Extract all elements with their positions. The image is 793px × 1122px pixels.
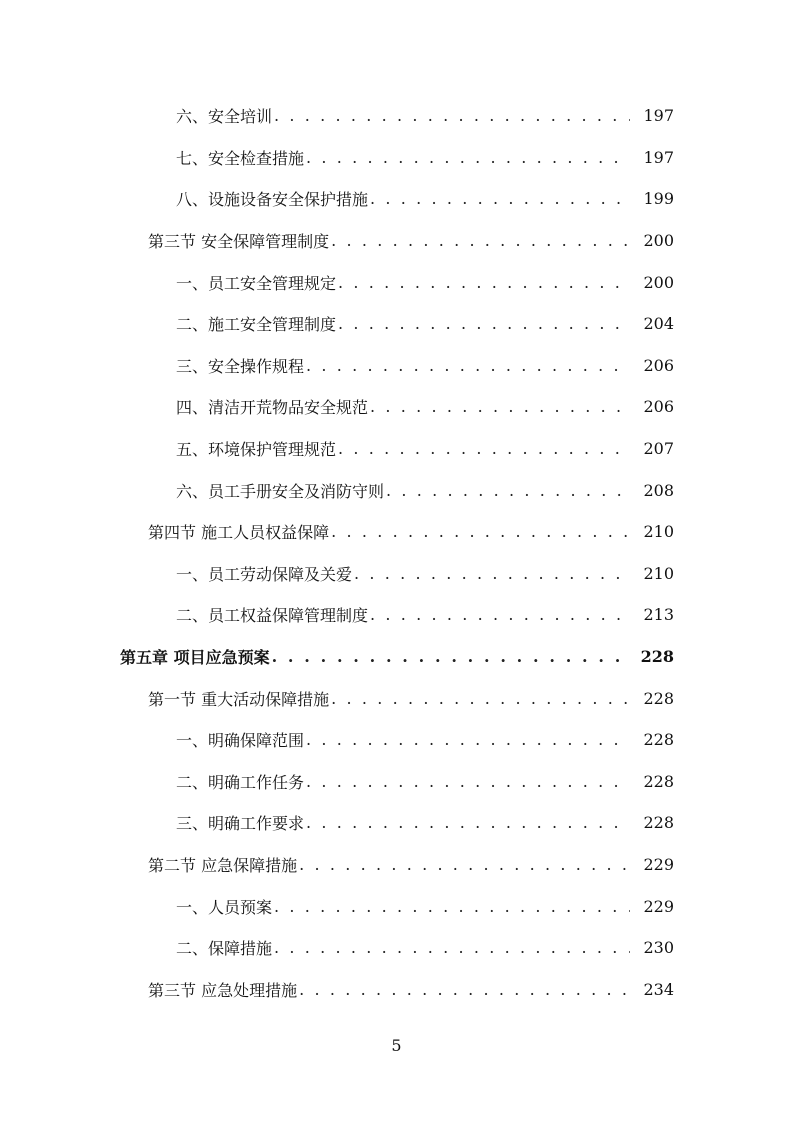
toc-entry-page: 208 <box>643 480 674 500</box>
toc-entry-label: 四、清洁开荒物品安全规范 <box>176 398 369 418</box>
toc-entry[interactable] <box>0 553 793 595</box>
toc-leader-dots <box>331 689 630 708</box>
toc-entry[interactable] <box>0 220 793 262</box>
toc-entry[interactable] <box>0 636 793 678</box>
toc-entry-label: 第五章 项目应急预案 <box>120 648 270 668</box>
toc-leader-dots <box>370 397 630 416</box>
toc-entry-page: 207 <box>643 439 674 459</box>
toc-entry-label: 第三节 应急处理措施 <box>148 980 298 1000</box>
toc-entry-page: 200 <box>643 272 674 292</box>
toc-entry[interactable] <box>0 761 793 803</box>
toc-entry-label: 三、安全操作规程 <box>176 356 305 376</box>
toc-leader-dots <box>306 148 630 167</box>
toc-entry-label: 七、安全检查措施 <box>176 148 305 168</box>
toc-entry[interactable] <box>0 594 793 636</box>
toc-entry-label: 一、员工安全管理规定 <box>176 273 337 293</box>
toc-entry[interactable] <box>0 802 793 844</box>
toc-leader-dots <box>272 647 630 666</box>
toc-entry-label: 六、安全培训 <box>176 107 273 127</box>
toc-entry-page: 234 <box>643 979 674 999</box>
toc-entry-label: 一、员工劳动保障及关爱 <box>176 564 353 584</box>
toc-entry-page: 197 <box>643 106 674 126</box>
toc-entry-page: 206 <box>643 397 674 417</box>
toc-leader-dots <box>274 897 630 916</box>
toc-entry-label: 第四节 施工人员权益保障 <box>148 523 330 543</box>
toc-entry[interactable] <box>0 137 793 179</box>
toc-leader-dots <box>306 356 630 375</box>
toc-entry-page: 204 <box>643 314 674 334</box>
toc-entry[interactable] <box>0 719 793 761</box>
toc-entry[interactable] <box>0 261 793 303</box>
toc-entry-label: 六、员工手册安全及消防守则 <box>176 481 385 501</box>
page-number: 5 <box>391 1036 402 1055</box>
toc-entry[interactable] <box>0 511 793 553</box>
toc-leader-dots <box>274 106 630 125</box>
toc-entry-label: 一、人员预案 <box>176 897 273 917</box>
toc-entry-page: 199 <box>643 189 674 209</box>
toc-entry[interactable] <box>0 95 793 137</box>
toc-leader-dots <box>299 980 630 999</box>
toc-entry-page: 210 <box>643 563 674 583</box>
toc-entry-page: 230 <box>643 938 674 958</box>
toc-entry-label: 二、施工安全管理制度 <box>176 315 337 335</box>
toc-entry[interactable] <box>0 178 793 220</box>
toc-leader-dots <box>370 189 630 208</box>
toc-entry-label: 八、设施设备安全保护措施 <box>176 190 369 210</box>
toc-entry-page: 210 <box>643 522 674 542</box>
toc-leader-dots <box>306 730 630 749</box>
toc-entry[interactable] <box>0 345 793 387</box>
toc-entry[interactable] <box>0 885 793 927</box>
toc-entry-page: 206 <box>643 355 674 375</box>
toc-entry-label: 二、明确工作任务 <box>176 772 305 792</box>
toc-entry[interactable] <box>0 386 793 428</box>
toc-entry[interactable] <box>0 469 793 511</box>
toc-entry-page: 228 <box>643 771 674 791</box>
toc-leader-dots <box>331 231 630 250</box>
toc-leader-dots <box>299 855 630 874</box>
toc-entry-label: 第三节 安全保障管理制度 <box>148 232 330 252</box>
toc-entry-page: 228 <box>640 647 674 667</box>
toc-entry[interactable] <box>0 428 793 470</box>
toc-entry-page: 228 <box>643 688 674 708</box>
toc-entry[interactable] <box>0 677 793 719</box>
toc-entry-label: 三、明确工作要求 <box>176 814 305 834</box>
toc-leader-dots <box>338 314 630 333</box>
toc-entry-label: 二、员工权益保障管理制度 <box>176 606 369 626</box>
toc-leader-dots <box>274 938 630 957</box>
toc-entry[interactable] <box>0 303 793 345</box>
toc-entry-label: 一、明确保障范围 <box>176 731 305 751</box>
toc-entry-page: 229 <box>643 896 674 916</box>
toc-entry-page: 228 <box>643 730 674 750</box>
toc-leader-dots <box>306 772 630 791</box>
toc-leader-dots <box>386 481 630 500</box>
toc-entry-label: 第一节 重大活动保障措施 <box>148 689 330 709</box>
toc-leader-dots <box>354 564 630 583</box>
toc-entry[interactable] <box>0 844 793 886</box>
toc-entry-page: 229 <box>643 854 674 874</box>
toc-entry-page: 228 <box>643 813 674 833</box>
toc-leader-dots <box>338 439 630 458</box>
toc-entry-label: 二、保障措施 <box>176 939 273 959</box>
toc-entry[interactable] <box>0 927 793 969</box>
toc-leader-dots <box>306 813 630 832</box>
table-of-contents <box>0 95 793 1010</box>
toc-leader-dots <box>370 605 630 624</box>
toc-entry-page: 213 <box>643 605 674 625</box>
toc-leader-dots <box>338 273 630 292</box>
toc-entry-label: 五、环境保护管理规范 <box>176 440 337 460</box>
toc-entry-page: 197 <box>643 147 674 167</box>
toc-leader-dots <box>331 522 630 541</box>
toc-entry[interactable] <box>0 968 793 1010</box>
toc-entry-label: 第二节 应急保障措施 <box>148 855 298 875</box>
toc-entry-page: 200 <box>643 231 674 251</box>
